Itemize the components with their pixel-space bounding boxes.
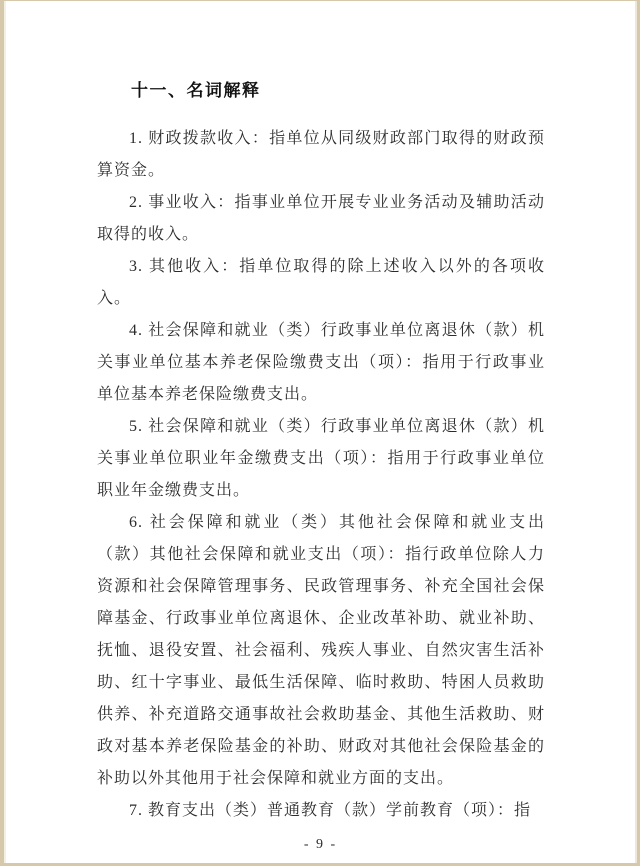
document-page — [4, 1, 637, 863]
document-body — [97, 1, 545, 827]
definition-paragraph-3: 3. 其他收入：指单位取得的除上述收入以外的各项收入。 — [97, 258, 545, 307]
page-number: - 9 - — [303, 837, 338, 852]
definition-paragraph-1: 1. 财政拨款收入：指单位从同级财政部门取得的财政预算资金。 — [97, 130, 545, 179]
definition-paragraph-7: 7. 教育支出（类）普通教育（款）学前教育（项）：指 — [129, 802, 532, 819]
definition-paragraph-5: 5. 社会保障和就业（类）行政事业单位离退休（款）机关事业单位职业年金缴费支出（项）：指用于行政事业单位职业年金缴费支出。 — [97, 418, 545, 499]
definition-paragraph-6: 6. 社会保障和就业（类）其他社会保障和就业支出（款）其他社会保障和就业支出（项）：指行政单位除人力资源和社会保障管理事务、民政管理事务、补充全国社会保障基金、行政事业单位离退休、企业改革补助、就业补助、抚恤、退役安置、社会福利、残疾人事业、自然灾害生活补助、红十字事业、最低生活保障、临时救助、特困人员救助供养、补充道路交通事故社会救助基金、其他生活救助、财政对基本养老保险基金的补助、财政对其他社会保险基金的补助以外其他用于社会保障和就业方面的支出。 — [97, 514, 545, 787]
definition-paragraph-4: 4. 社会保障和就业（类）行政事业单位离退休（款）机关事业单位基本养老保险缴费支出（项）：指用于行政事业单位基本养老保险缴费支出。 — [97, 322, 545, 403]
definition-paragraph-2: 2. 事业收入：指事业单位开展专业业务活动及辅助活动取得的收入。 — [97, 194, 545, 243]
section-heading: 十一、名词解释 — [131, 81, 261, 100]
